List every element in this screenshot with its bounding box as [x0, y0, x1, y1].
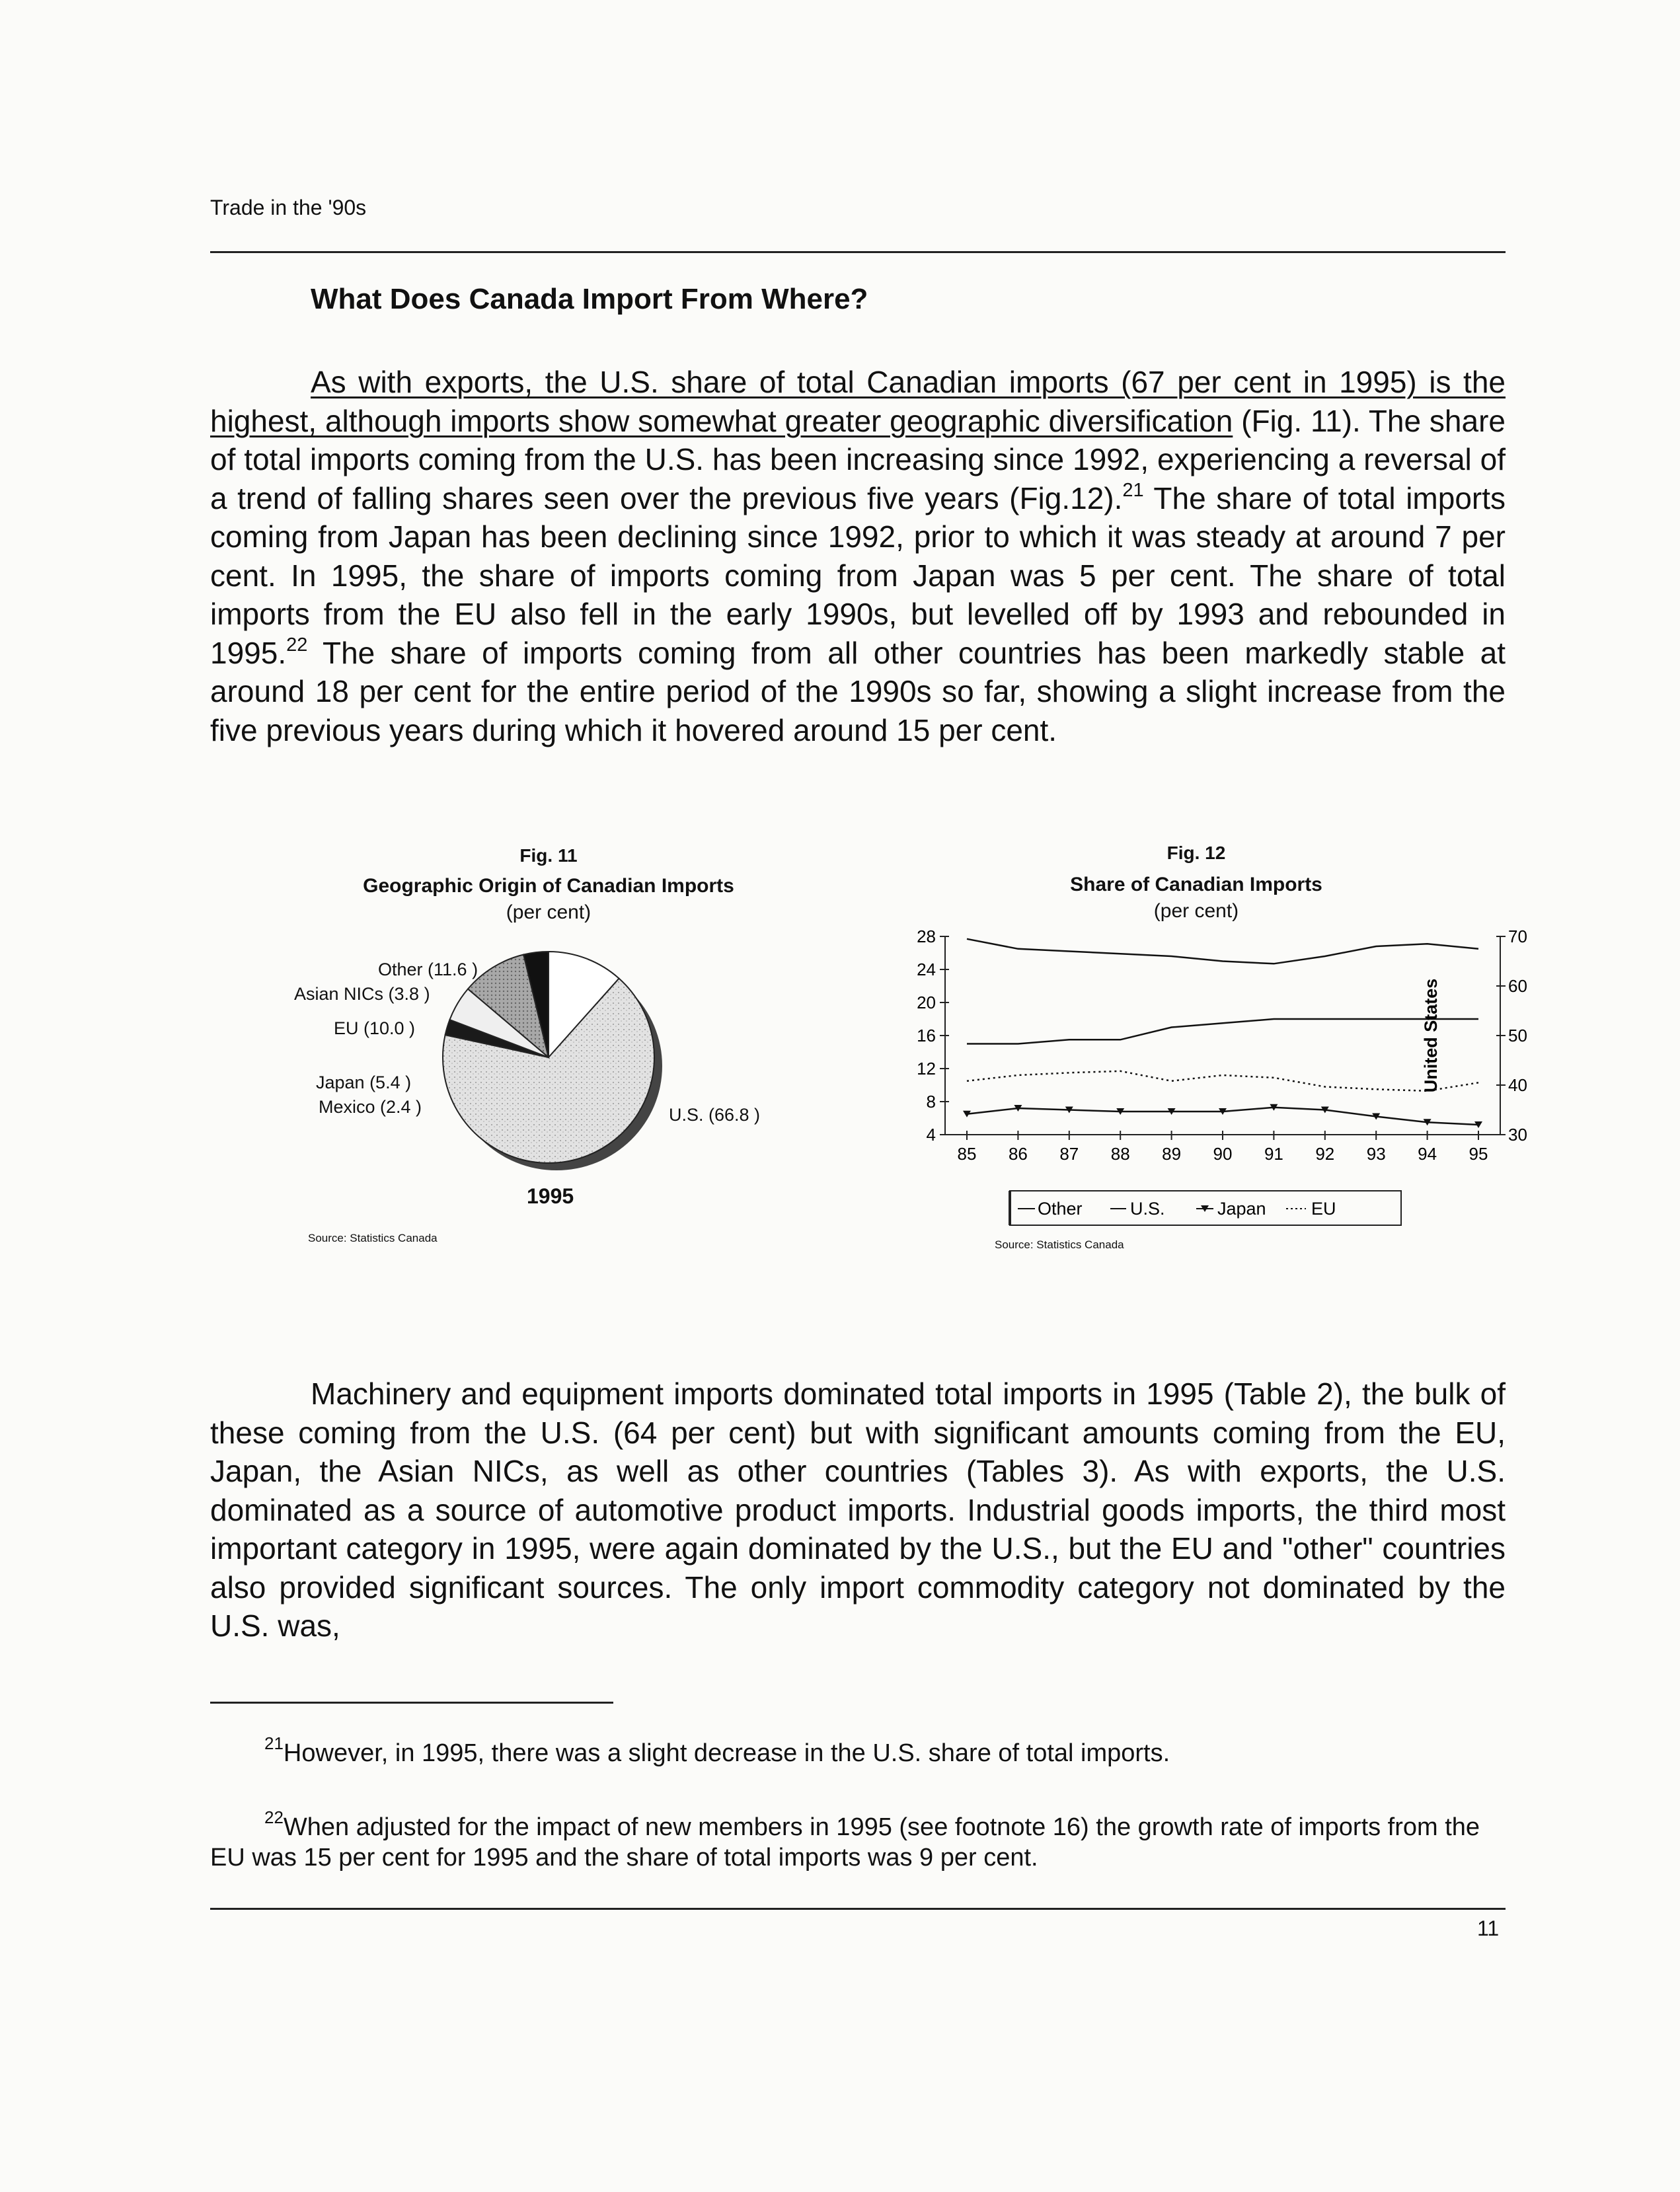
- y2-tick-label: 70: [1508, 926, 1527, 946]
- pie-label-eu: EU (10.0 ): [334, 1018, 416, 1038]
- para1-text-c: The share of imports coming from all other countries has been markedly stable at around 18 per cent for the entire period of the 1990s so far, showing a slight increase from the five previous years during which it hovered around 15 per cent.: [210, 635, 1506, 747]
- x-tick-label: 90: [1213, 1144, 1233, 1164]
- pie-label-mexico: Mexico (2.4 ): [319, 1097, 422, 1117]
- footnote-22-text: When adjusted for the impact of new members in 1995 (see footnote 16) the growth rate of imports from the EU was 15 per cent for 1995 and the share of total imports was 9 per cent.: [210, 1813, 1480, 1871]
- fig11-subtitle: (per cent): [506, 901, 592, 923]
- fig11-title: Geographic Origin of Canadian Imports: [363, 875, 734, 897]
- x-tick-label: 88: [1110, 1144, 1130, 1164]
- y-tick-label: 16: [917, 1026, 936, 1045]
- x-tick-label: 86: [1008, 1144, 1028, 1164]
- underlined-text: As with exports, the U.S. share of total Canadian imports (67 per cent in 1995) is the highest, although imports show somewhat greater geographic diversification: [210, 365, 1506, 438]
- legend-label-us: U.S.: [1130, 1199, 1165, 1219]
- legend-label-japan: Japan: [1217, 1199, 1266, 1219]
- fig12-line-chart: [912, 925, 1527, 1242]
- pie-label-us: U.S. (66.8 ): [669, 1105, 761, 1125]
- paragraph-2: [210, 1375, 1506, 1645]
- y-tick-label: 12: [917, 1059, 936, 1078]
- x-tick-label: 95: [1469, 1144, 1488, 1164]
- x-tick-label: 94: [1418, 1144, 1437, 1164]
- footnote-21-number: 21: [264, 1733, 284, 1754]
- section-heading: What Does Canada Import From Where?: [311, 283, 868, 315]
- footnote-21-text: However, in 1995, there was a slight decrease in the U.S. share of total imports.: [283, 1739, 1170, 1767]
- series-line-other: [967, 1019, 1478, 1044]
- y2-tick-label: 60: [1508, 976, 1527, 996]
- legend-label-other: Other: [1038, 1199, 1083, 1219]
- y-tick-label: 24: [917, 960, 936, 979]
- right-axis-label: United States: [1421, 978, 1441, 1093]
- y2-tick-label: 50: [1508, 1026, 1527, 1045]
- y2-tick-label: 30: [1508, 1125, 1527, 1145]
- fig11-source: Source: Statistics Canada: [308, 1232, 438, 1244]
- line-chart-series: [963, 939, 1482, 1128]
- x-tick-label: 85: [957, 1144, 977, 1164]
- para2-text: Machinery and equipment imports dominated total imports in 1995 (Table 2), the bulk of these coming from the U.S. (64 per cent) but with significant amounts coming from the EU, Japan, the Asian NICs, as well as other countries (Tables 3). As with exports, the U.S. dominated as a source of automotive product imports. Industrial goods imports, the third most important category in 1995, were again dominated by the U.S., but the EU and "other" countries also provided significant sources. The only import commodity category not dominated by the U.S. was,: [210, 1377, 1506, 1643]
- fig12-source: Source: Statistics Canada: [995, 1238, 1124, 1251]
- page-number: 11: [1477, 1916, 1500, 1940]
- x-tick-label: 89: [1162, 1144, 1182, 1164]
- x-tick-label: 92: [1315, 1144, 1335, 1164]
- fig12-label: Fig. 12: [1166, 843, 1226, 863]
- y-tick-label: 20: [917, 993, 936, 1012]
- pie-label-other: Other (11.6 ): [378, 960, 478, 979]
- fig11-year: 1995: [527, 1184, 574, 1208]
- fig12-subtitle: (per cent): [1153, 900, 1239, 922]
- running-header: Trade in the '90s: [210, 196, 367, 219]
- footnote-22: [210, 1807, 1506, 1873]
- pie-label-japan: Japan (5.4 ): [316, 1073, 412, 1092]
- footnote-22-number: 22: [264, 1807, 284, 1828]
- y-tick-label: 28: [917, 926, 936, 946]
- x-tick-label: 91: [1264, 1144, 1283, 1164]
- legend-label-eu: EU: [1311, 1199, 1336, 1219]
- para1-text-a: (Fig. 11). The share of total imports coming from the U.S. has been increasing since 1992, experiencing a reversal of a trend of falling shares seen over the previous five years (Fig.12).: [210, 403, 1506, 515]
- footnote-ref-22: 22: [286, 634, 308, 656]
- x-tick-label: 87: [1059, 1144, 1079, 1164]
- para1-text-b: The share of total imports coming from Japan has been declining since 1992, prior to which it was steady at around 7 per cent. In 1995, the share of imports coming from Japan was 5 per cent. The share of total imports from the EU also fell in the early 1990s, but levelled off by 1993 and rebounded in 1995.: [210, 480, 1506, 670]
- y2-tick-label: 40: [1508, 1075, 1527, 1095]
- footnote-ref-21: 21: [1122, 480, 1144, 502]
- series-line-eu: [967, 1071, 1478, 1091]
- x-tick-label: 93: [1366, 1144, 1386, 1164]
- footnote-21: [264, 1733, 1507, 1768]
- y-tick-label: 8: [926, 1092, 936, 1112]
- pie-slices: [443, 952, 654, 1163]
- header-rule: [210, 251, 1506, 253]
- paragraph-1: [210, 363, 1506, 749]
- fig12-title: Share of Canadian Imports: [1070, 874, 1322, 895]
- fig11-label: Fig. 11: [519, 845, 578, 866]
- pie-label-asian-nics: Asian NICs (3.8 ): [294, 984, 430, 1004]
- footer-rule: [210, 1908, 1506, 1910]
- footnote-rule: [210, 1702, 613, 1704]
- series-line-us: [967, 939, 1478, 964]
- y-tick-label: 4: [926, 1125, 936, 1145]
